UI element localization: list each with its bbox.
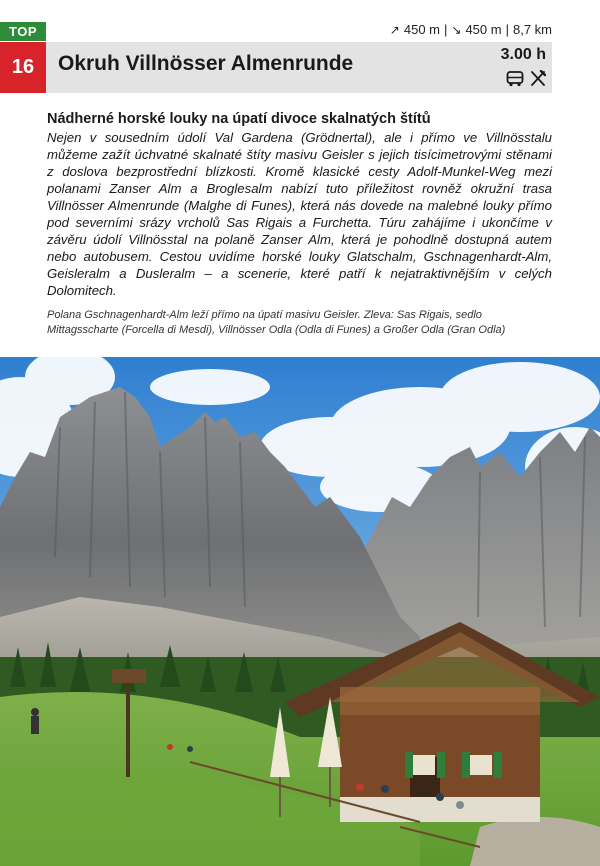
route-title: Okruh Villnösser Almenrunde — [58, 52, 354, 75]
photo-caption: Polana Gschnagenhardt-Alm leží přímo na úpatí masivu Geisler. Zleva: Sas Rigais, sedlo Mittagsscharte (Forcella di Mesdi), Villnösser Odla (Odla di Funes) a Großer Odla (Gran Odla) — [47, 309, 506, 336]
route-number: 16 — [0, 42, 46, 93]
top-badge: TOP — [0, 22, 46, 41]
duration: 3.00 h — [500, 46, 546, 63]
section-subtitle: Nádherné horské louky na úpatí divoce skalnatých štítů — [47, 111, 431, 127]
article-content — [47, 110, 552, 338]
route-stats — [390, 22, 552, 37]
stats-separator: | — [444, 22, 448, 37]
descent-arrow-icon: ↘ — [451, 22, 462, 37]
ascent-value: 450 m — [403, 22, 440, 37]
stats-separator: | — [505, 22, 509, 37]
descent-value: 450 m — [465, 22, 502, 37]
body-text: Nejen v sousedním údolí Val Gardena (Grödnertal), ale i přímo ve Villnösstalu můžeme zažít úchvatné skalnaté štíty masivu Geisler s jejich tisícimetrovými stěnami z doslova bezprostřední blízkosti. Kromě klasické cesty Adolf-Munkel-Weg mezi polanami Zanser Alm a Broglesalm nabízí tuto příležitost rovněž okružní trasa Villnösser Almenrunde (Malghe di Funes), která nás dovede na malebné louky přímo pod severními srázy vrcholů Sas Rigais a Furchetta. Túru zahájíme i ukončíme v závěru údolí Villnösstal na polaně Zanser Alm, která je pohodlně dostupná autem nebo autobusem. Cestou uvidíme horské louky Glatschalm, Gschnagenhardt-Alm, Geisleralm a Dusleralm – a scenerie, které patří k nejatraktivnějším v celých Dolomitech. — [47, 130, 552, 298]
mountain-photo — [0, 357, 600, 866]
distance-value: 8,7 km — [512, 22, 552, 37]
bus-icon — [506, 71, 524, 87]
restaurant-icon — [530, 70, 546, 87]
ascent-arrow-icon: ↗ — [389, 22, 400, 37]
transport-icons — [506, 70, 546, 87]
